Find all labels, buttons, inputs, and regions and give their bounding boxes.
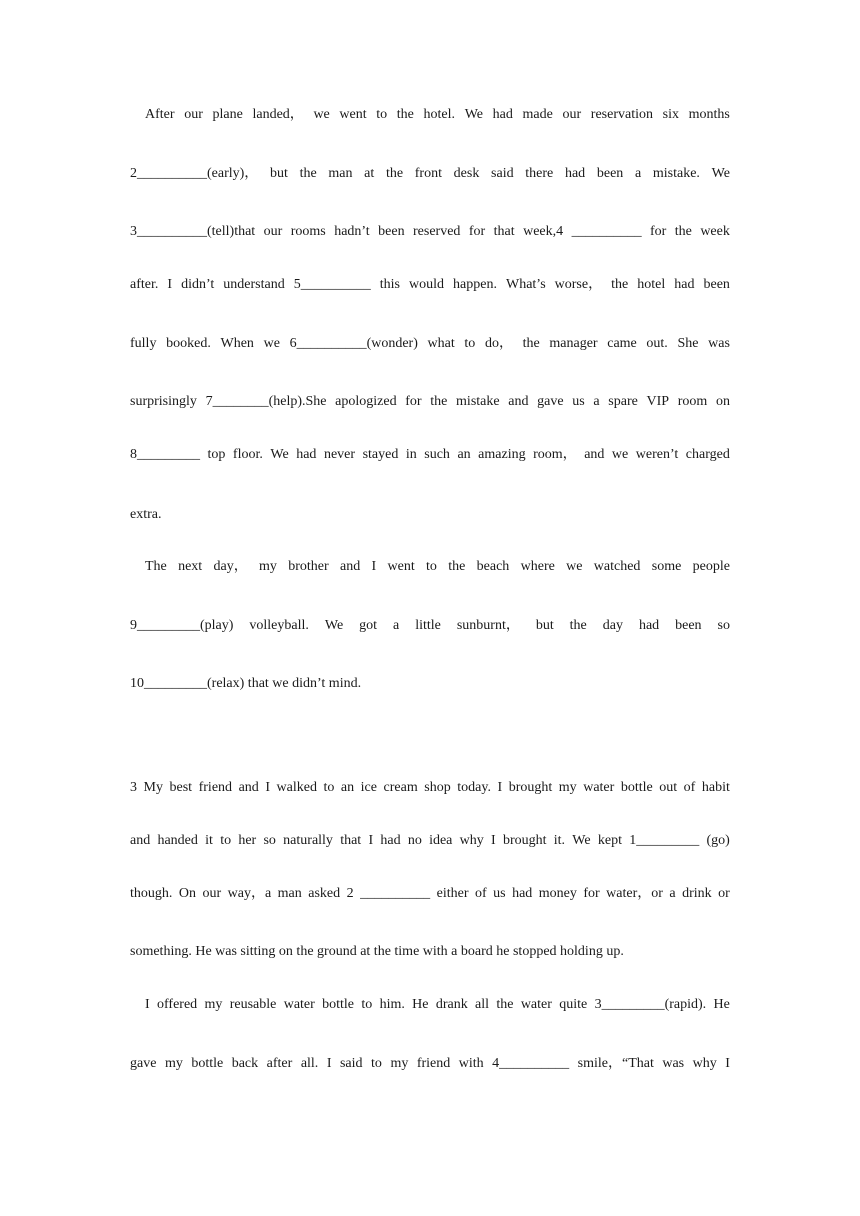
- word: naturally: [283, 833, 333, 848]
- word: and: [238, 780, 259, 795]
- word: after: [266, 1056, 293, 1071]
- word: had: [296, 447, 317, 462]
- word: our: [562, 107, 582, 122]
- passage2-line-9: [145, 558, 730, 576]
- word: our: [184, 107, 203, 122]
- word: 4__________: [492, 1056, 570, 1071]
- word: the: [385, 166, 404, 181]
- word: of: [474, 886, 487, 901]
- word: went: [339, 107, 367, 122]
- word: in: [405, 447, 417, 462]
- passage2-line-5: [130, 335, 730, 353]
- word: had: [674, 277, 695, 292]
- word: 8_________: [130, 447, 200, 462]
- word: and: [339, 559, 361, 574]
- word: On: [178, 886, 196, 901]
- word: that: [493, 224, 515, 239]
- word: so: [717, 618, 730, 633]
- word: no: [407, 833, 422, 848]
- word: desk: [453, 166, 480, 181]
- word: way，a: [227, 886, 272, 901]
- word: water: [520, 997, 552, 1012]
- word: hadn’t: [334, 224, 370, 239]
- word: top: [207, 447, 226, 462]
- word: I: [368, 833, 374, 848]
- word: it.: [553, 833, 566, 848]
- word: my: [164, 1056, 183, 1071]
- word: back: [231, 1056, 259, 1071]
- word: My: [143, 780, 163, 795]
- word: reserved: [413, 224, 461, 239]
- word: I: [167, 277, 173, 292]
- word: some: [651, 559, 682, 574]
- word: why: [692, 1056, 717, 1071]
- word: best: [169, 780, 193, 795]
- word: people: [692, 559, 730, 574]
- word: sunburnt，: [456, 618, 520, 633]
- word: next: [178, 559, 203, 574]
- word: water，or: [606, 886, 663, 901]
- word: week: [700, 224, 730, 239]
- word: a: [634, 166, 642, 181]
- word: at: [364, 166, 375, 181]
- word: hotel.: [423, 107, 456, 122]
- word: her: [238, 833, 257, 848]
- passage3-line-3: [130, 885, 730, 903]
- word: on: [715, 394, 730, 409]
- word: of: [683, 780, 696, 795]
- word: VIP: [646, 394, 670, 409]
- word: habit: [701, 780, 730, 795]
- word: floor.: [232, 447, 263, 462]
- word: a: [669, 886, 676, 901]
- word: offered: [157, 997, 198, 1012]
- word: all: [475, 997, 490, 1012]
- word: brought: [502, 833, 547, 848]
- word: 2__________(early)，: [130, 166, 259, 181]
- word: The: [145, 559, 167, 574]
- word: gave: [130, 1056, 157, 1071]
- passage3-line-6: [130, 1055, 730, 1073]
- word: 5__________: [293, 277, 371, 292]
- word: we: [611, 447, 629, 462]
- word: been: [675, 618, 702, 633]
- word: a: [593, 394, 600, 409]
- word: friend: [198, 780, 233, 795]
- word: We: [324, 618, 344, 633]
- word: to: [371, 1056, 382, 1071]
- word: beach: [476, 559, 510, 574]
- word: got: [359, 618, 378, 633]
- word: What’s: [505, 277, 546, 292]
- word: months: [688, 107, 730, 122]
- word: asked: [308, 886, 341, 901]
- word: reusable: [229, 997, 277, 1012]
- word: 9_________(play): [130, 618, 234, 633]
- word: bottle: [620, 780, 653, 795]
- word: we: [566, 559, 583, 574]
- passage2-line-6: [130, 393, 730, 411]
- word: my: [558, 780, 577, 795]
- word: __________: [571, 224, 642, 239]
- word: I: [326, 1056, 332, 1071]
- word: apologized: [335, 394, 397, 409]
- word: manager: [549, 336, 598, 351]
- word: We: [711, 166, 730, 181]
- word: drink: [682, 886, 712, 901]
- word: him.: [379, 997, 405, 1012]
- word: the: [448, 559, 466, 574]
- word: the: [430, 394, 448, 409]
- word: ice: [360, 780, 377, 795]
- word: We: [572, 833, 591, 848]
- word: we: [313, 107, 330, 122]
- word: had: [564, 166, 586, 181]
- word: amazing: [478, 447, 526, 462]
- word: out.: [646, 336, 668, 351]
- word: and: [508, 394, 529, 409]
- word: When: [220, 336, 254, 351]
- word: never: [323, 447, 356, 462]
- passage3-line-2: [130, 832, 730, 850]
- word: bottle: [191, 1056, 224, 1071]
- word: shop: [424, 780, 451, 795]
- passage2-line-2: [130, 165, 730, 183]
- word: day，: [213, 559, 248, 574]
- word: I: [491, 833, 496, 848]
- word: our: [202, 886, 222, 901]
- passage3-line-5: [145, 996, 730, 1014]
- word: fully: [130, 336, 157, 351]
- word: He: [713, 997, 730, 1012]
- word: such: [424, 447, 450, 462]
- word: six: [662, 107, 679, 122]
- word: I: [497, 780, 503, 795]
- word: 1_________: [629, 833, 700, 848]
- word: worse，: [554, 277, 603, 292]
- word: this: [379, 277, 400, 292]
- word: for: [583, 886, 600, 901]
- word: the: [496, 997, 514, 1012]
- word: so: [263, 833, 276, 848]
- word: I: [371, 559, 377, 574]
- word: plane: [212, 107, 243, 122]
- word: 3__________(tell)that: [130, 224, 256, 239]
- word: quite: [559, 997, 588, 1012]
- word: for: [405, 394, 422, 409]
- word: didn’t: [181, 277, 215, 292]
- word: went: [387, 559, 415, 574]
- word: money: [538, 886, 577, 901]
- passage2-line-7: [130, 446, 730, 464]
- word: man: [328, 166, 353, 181]
- word: out: [659, 780, 678, 795]
- word: water: [283, 997, 315, 1012]
- word: After: [145, 107, 175, 122]
- word: bottle: [322, 997, 355, 1012]
- word: what: [427, 336, 455, 351]
- word: was: [662, 1056, 685, 1071]
- word: would: [409, 277, 445, 292]
- word: I: [265, 780, 270, 795]
- word: spare: [608, 394, 638, 409]
- word: been: [703, 277, 730, 292]
- word: all.: [300, 1056, 319, 1071]
- word: rooms: [290, 224, 326, 239]
- word: my: [204, 997, 223, 1012]
- word: room: [677, 394, 708, 409]
- word: I: [145, 997, 150, 1012]
- passage2-line-8: extra.: [130, 507, 162, 522]
- word: to: [323, 780, 335, 795]
- word: brother: [288, 559, 329, 574]
- word: watched: [593, 559, 641, 574]
- word: mistake: [456, 394, 500, 409]
- word: day: [602, 618, 623, 633]
- word: an: [340, 780, 355, 795]
- word: an: [457, 447, 471, 462]
- word: surprisingly: [130, 394, 197, 409]
- word: why: [459, 833, 484, 848]
- word: handed: [157, 833, 198, 848]
- word: after.: [130, 277, 159, 292]
- word: booked.: [166, 336, 211, 351]
- word: reservation: [590, 107, 653, 122]
- word: front: [414, 166, 442, 181]
- word: 6__________(wonder): [289, 336, 418, 351]
- word: been: [378, 224, 405, 239]
- word: but: [270, 166, 288, 181]
- word: had: [380, 833, 401, 848]
- word: came: [607, 336, 637, 351]
- word: said: [339, 1056, 363, 1071]
- word: __________: [360, 886, 431, 901]
- word: gave: [537, 394, 564, 409]
- word: kept: [597, 833, 622, 848]
- word: for: [650, 224, 667, 239]
- word: that: [340, 833, 362, 848]
- word: and: [584, 447, 605, 462]
- word: we: [263, 336, 280, 351]
- word: my: [390, 1056, 409, 1071]
- passage3-line-1: [130, 779, 730, 797]
- word: We: [464, 107, 483, 122]
- word: to: [426, 559, 437, 574]
- word: 3_________(rapid).: [594, 997, 707, 1012]
- word: had: [638, 618, 660, 633]
- word: us: [572, 394, 585, 409]
- word: or: [718, 886, 730, 901]
- word: landed，: [252, 107, 304, 122]
- word: week,4: [523, 224, 564, 239]
- word: the: [396, 107, 414, 122]
- passage2-line-10: [130, 617, 730, 635]
- word: there: [525, 166, 554, 181]
- word: friend: [416, 1056, 451, 1071]
- word: though.: [130, 886, 173, 901]
- word: but: [535, 618, 554, 633]
- word: it: [205, 833, 213, 848]
- word: to: [361, 997, 373, 1012]
- word: brought: [508, 780, 553, 795]
- word: water: [583, 780, 615, 795]
- word: idea: [429, 833, 453, 848]
- word: the: [569, 618, 587, 633]
- passage2-line-11: 10_________(relax) that we didn’t mind.: [130, 676, 362, 691]
- word: I: [725, 1056, 730, 1071]
- word: had: [492, 107, 513, 122]
- word: stayed: [362, 447, 399, 462]
- word: to: [464, 336, 476, 351]
- word: a: [393, 618, 400, 633]
- word: cream: [383, 780, 418, 795]
- word: said: [491, 166, 514, 181]
- word: weren’t: [635, 447, 679, 462]
- word: to: [220, 833, 232, 848]
- word: the: [522, 336, 540, 351]
- word: the: [611, 277, 629, 292]
- word: He: [412, 997, 429, 1012]
- word: walked: [276, 780, 317, 795]
- word: understand: [223, 277, 285, 292]
- word: had: [512, 886, 533, 901]
- word: been: [596, 166, 624, 181]
- word: with: [458, 1056, 484, 1071]
- word: 3: [130, 780, 137, 795]
- word: happen.: [453, 277, 497, 292]
- word: us: [493, 886, 506, 901]
- word: smile，“That: [577, 1056, 654, 1071]
- word: the: [674, 224, 692, 239]
- word: volleyball.: [249, 618, 309, 633]
- word: was: [708, 336, 730, 351]
- word: little: [415, 618, 441, 633]
- word: our: [263, 224, 283, 239]
- word: We: [270, 447, 289, 462]
- word: where: [520, 559, 555, 574]
- word: charged: [685, 447, 730, 462]
- word: 2: [346, 886, 354, 901]
- word: for: [468, 224, 486, 239]
- word: do，: [484, 336, 513, 351]
- word: mistake.: [652, 166, 700, 181]
- passage2-line-3: [130, 223, 730, 241]
- word: the: [299, 166, 317, 181]
- word: hotel: [637, 277, 666, 292]
- passage2-line-1: [145, 106, 730, 124]
- word: either: [436, 886, 469, 901]
- passage3-line-4: something. He was sitting on the ground at the time with a board he stopped holding up.: [130, 944, 624, 959]
- passage2-line-4: [130, 276, 730, 294]
- word: 7________(help).She: [205, 394, 327, 409]
- word: She: [677, 336, 699, 351]
- word: room，: [533, 447, 577, 462]
- word: (go): [706, 833, 730, 848]
- word: made: [522, 107, 553, 122]
- word: to: [376, 107, 388, 122]
- word: drank: [435, 997, 468, 1012]
- word: my: [259, 559, 277, 574]
- word: today.: [457, 780, 491, 795]
- word: man: [277, 886, 302, 901]
- word: and: [130, 833, 151, 848]
